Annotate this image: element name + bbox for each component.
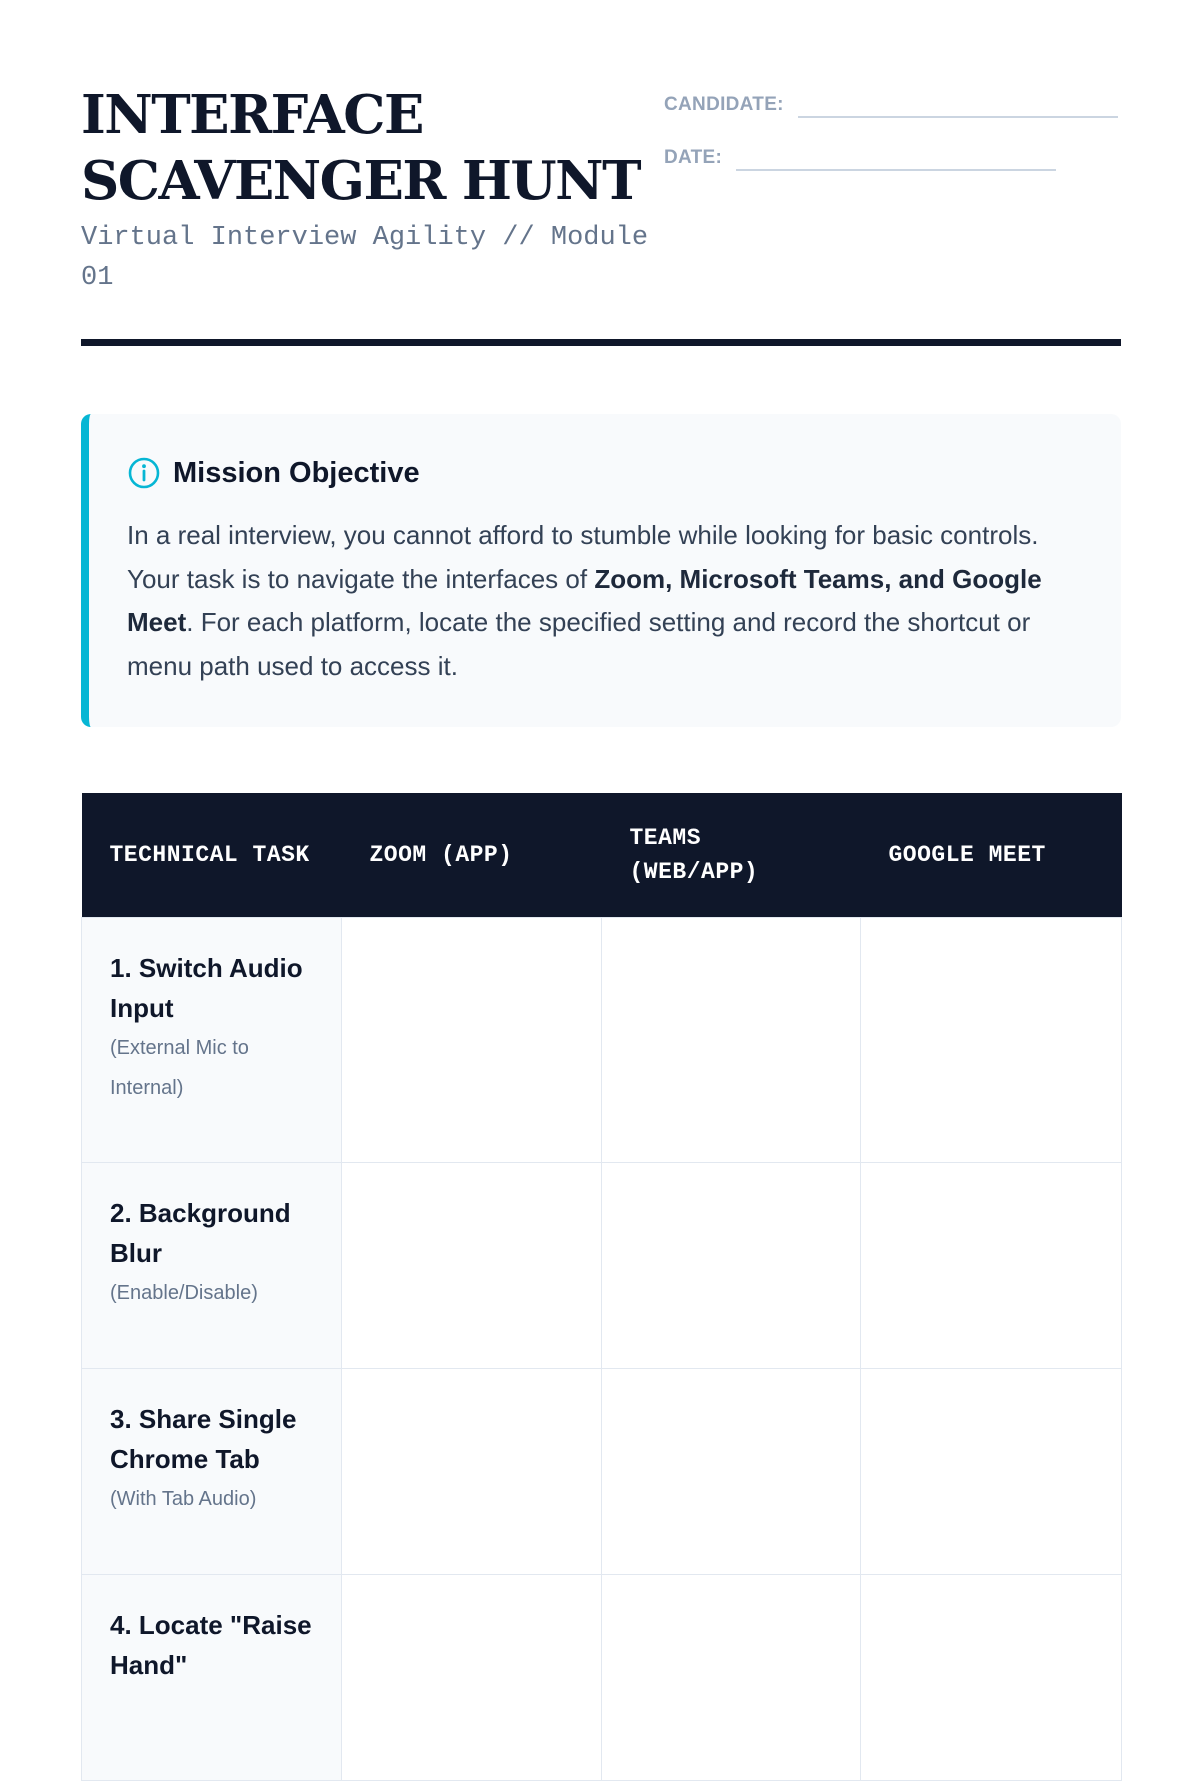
page-subtitle: Virtual Interview Agility // Module 01 — [81, 223, 649, 293]
answer-cell-meet[interactable] — [861, 1575, 1122, 1781]
task-cell — [82, 1575, 342, 1781]
task-table — [81, 793, 1122, 1781]
candidate-blank-line[interactable] — [798, 86, 1118, 118]
objective-text-before: In a real interview, you cannot afford to stumble while looking for basic controls. Your task is to navigate the interfaces of — [127, 520, 1039, 594]
answer-cell-teams[interactable] — [602, 1163, 861, 1369]
answer-cell-meet[interactable] — [861, 1163, 1122, 1369]
answer-cell-meet[interactable] — [861, 1369, 1122, 1575]
objective-text-bold: Zoom, Microsoft Teams, and Google Meet — [127, 563, 1042, 637]
answer-cell-teams[interactable] — [602, 1575, 861, 1781]
header-divider — [81, 339, 1121, 346]
answer-cell-zoom[interactable] — [342, 1163, 602, 1369]
table-row — [82, 1163, 1122, 1369]
table-row — [82, 918, 1122, 1163]
task-name: 2. Background Blur — [110, 1198, 291, 1268]
answer-cell-zoom[interactable] — [342, 918, 602, 1163]
title-line-2: SCAVENGER HUNT — [81, 150, 641, 212]
objective-text-after: . For each platform, locate the specified setting and record the shortcut or menu path used to access it. — [127, 607, 1031, 681]
page-title — [81, 82, 681, 214]
title-line-1: INTERFACE — [81, 84, 423, 146]
candidate-label: CANDIDATE: — [664, 94, 784, 115]
task-cell — [82, 1163, 342, 1369]
date-field — [664, 139, 1056, 171]
task-name: 4. Locate "Raise Hand" — [110, 1610, 312, 1680]
task-note: (External Mic to Internal) — [110, 1037, 249, 1099]
candidate-field — [664, 86, 1118, 118]
column-header-zoom: ZOOM (APP) — [342, 793, 602, 918]
worksheet-page — [81, 0, 1121, 1680]
table-row — [82, 1369, 1122, 1575]
task-note: (Enable/Disable) — [110, 1282, 258, 1304]
task-name: 1. Switch Audio Input — [110, 953, 303, 1023]
answer-cell-zoom[interactable] — [342, 1369, 602, 1575]
worksheet-header — [81, 0, 1121, 347]
column-header-task: TECHNICAL TASK — [82, 793, 342, 918]
callout-body — [127, 514, 1087, 688]
date-label: DATE: — [664, 147, 723, 168]
task-cell — [82, 918, 342, 1163]
info-icon — [127, 456, 161, 490]
answer-cell-meet[interactable] — [861, 918, 1122, 1163]
task-note: (With Tab Audio) — [110, 1488, 257, 1510]
answer-cell-zoom[interactable] — [342, 1575, 602, 1781]
callout-title: Mission Objective — [173, 456, 420, 489]
table-header-row — [82, 793, 1122, 918]
column-header-meet: GOOGLE MEET — [861, 793, 1122, 918]
date-blank-line[interactable] — [736, 139, 1056, 171]
answer-cell-teams[interactable] — [602, 918, 861, 1163]
task-name: 3. Share Single Chrome Tab — [110, 1404, 297, 1474]
answer-cell-teams[interactable] — [602, 1369, 861, 1575]
column-header-teams: TEAMS (WEB/APP) — [602, 793, 861, 918]
task-cell — [82, 1369, 342, 1575]
mission-objective-callout — [81, 414, 1121, 727]
callout-header — [127, 456, 420, 490]
table-row — [82, 1575, 1122, 1781]
